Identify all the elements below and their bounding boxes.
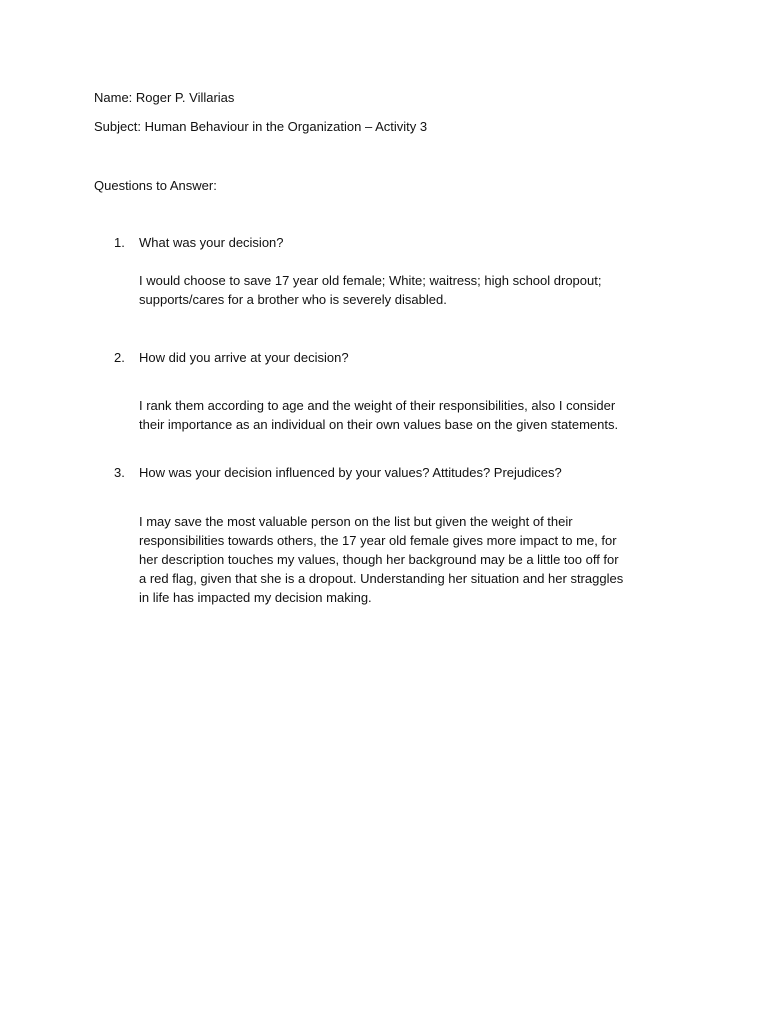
author-name: Name: Roger P. Villarias (94, 90, 235, 105)
answer-paragraph (139, 396, 679, 434)
answer-line: responsibilities towards others, the 17 year old female gives more impact to me, for (139, 533, 617, 548)
answer-line: her description touches my values, though her background may be a little too off for (139, 552, 619, 567)
answer-line: I may save the most valuable person on the list but given the weight of their (139, 514, 573, 529)
answer-paragraph (139, 271, 679, 309)
question-number: 2. (114, 350, 125, 365)
answer-line: I rank them according to age and the weight of their responsibilities, also I consider (139, 398, 616, 413)
question-text: What was your decision? (139, 235, 284, 250)
subject-line: Subject: Human Behaviour in the Organization – Activity 3 (94, 119, 428, 134)
question-number: 1. (114, 235, 125, 250)
question-number: 3. (114, 465, 125, 480)
answer-paragraph (139, 512, 679, 607)
answer-line: their importance as an individual on their own values base on the given statements. (139, 417, 619, 432)
questions-heading: Questions to Answer: (94, 178, 217, 193)
question-text: How did you arrive at your decision? (139, 350, 349, 365)
answer-line: supports/cares for a brother who is severely disabled. (139, 292, 447, 307)
answer-line: I would choose to save 17 year old female; White; waitress; high school dropout; (139, 273, 602, 288)
answer-line: in life has impacted my decision making. (139, 590, 372, 605)
answer-line: a red flag, given that she is a dropout. Understanding her situation and her straggles (139, 571, 624, 586)
question-text: How was your decision influenced by your values? Attitudes? Prejudices? (139, 465, 562, 480)
